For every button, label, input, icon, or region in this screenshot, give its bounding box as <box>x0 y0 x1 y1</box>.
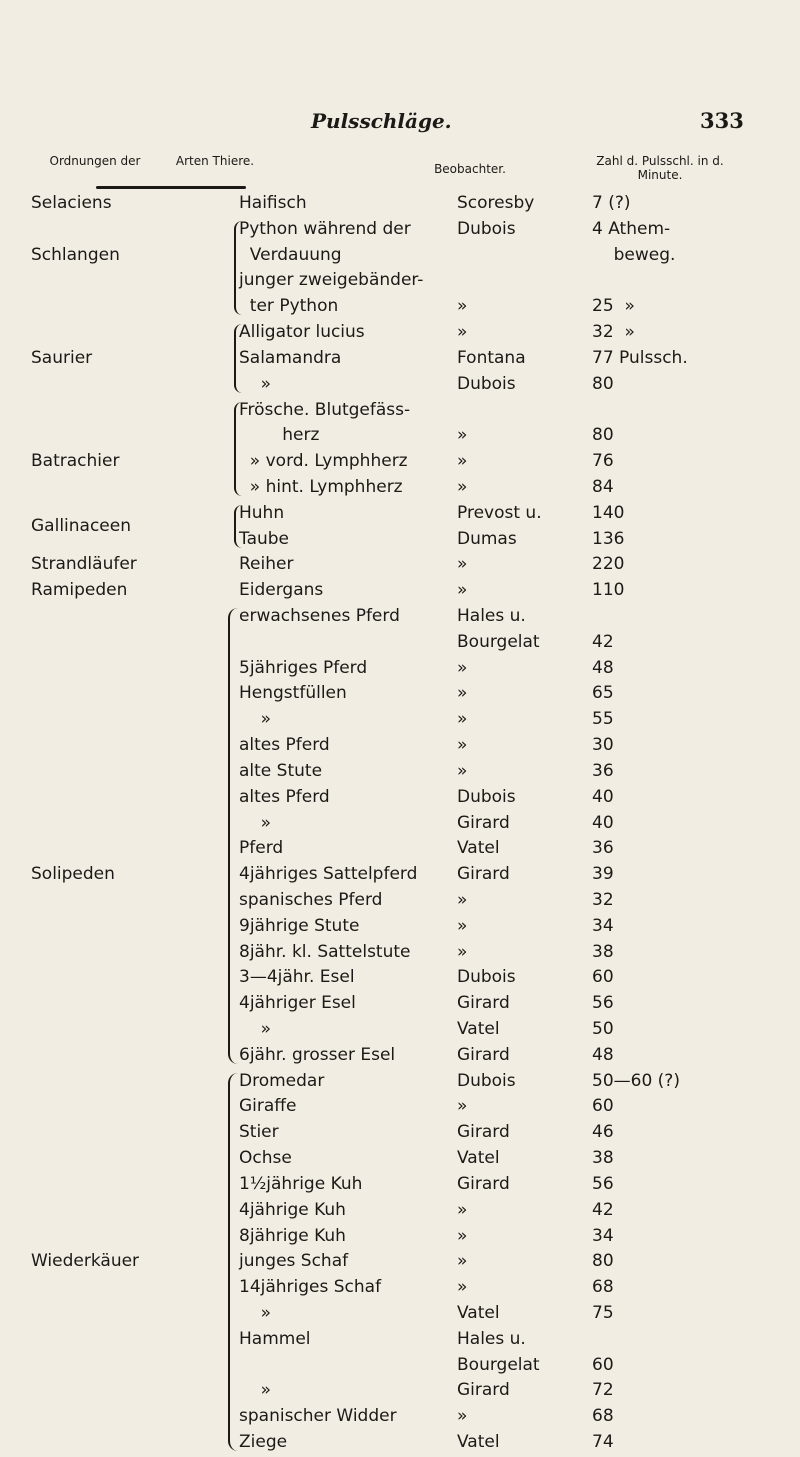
table-row <box>0 606 800 627</box>
table-row <box>0 374 800 395</box>
col-header-observer: Beobachter. <box>434 162 506 176</box>
observer-cell: » <box>457 580 468 600</box>
count-cell: 48 <box>592 658 614 678</box>
species-cell: » <box>239 1303 272 1323</box>
count-cell: 68 <box>592 1406 614 1426</box>
table-row <box>0 400 800 421</box>
running-head: Pulsschläge. <box>311 109 452 133</box>
observer-cell: » <box>457 683 468 703</box>
species-cell: Stier <box>239 1122 279 1142</box>
table-row <box>0 1277 800 1298</box>
count-cell: 74 <box>592 1432 614 1452</box>
species-cell: junger zweigebänder- <box>239 270 424 290</box>
col-header-species: Arten Thiere. <box>175 154 255 168</box>
group-label: Schlangen <box>31 245 120 265</box>
col-header-orders: Ordnungen der <box>49 154 141 168</box>
count-cell: 32 <box>592 890 614 910</box>
count-cell: 56 <box>592 993 614 1013</box>
table-row <box>0 709 800 730</box>
species-cell: » <box>239 1019 272 1039</box>
table-row <box>0 425 800 446</box>
count-cell: 65 <box>592 683 614 703</box>
table-row <box>0 967 800 988</box>
count-cell: 75 <box>592 1303 614 1323</box>
table-row <box>0 1226 800 1247</box>
table-row <box>0 451 800 472</box>
count-cell: 60 <box>592 967 614 987</box>
species-cell: altes Pferd <box>239 735 330 755</box>
count-cell: 34 <box>592 916 614 936</box>
species-cell: Alligator lucius <box>239 322 365 342</box>
observer-cell: Girard <box>457 1122 510 1142</box>
group-label: Strandläufer <box>31 554 137 574</box>
count-cell: 25 » <box>592 296 635 316</box>
table-row <box>0 942 800 963</box>
species-cell: Python während der <box>239 219 411 239</box>
group-label: Solipeden <box>31 864 115 884</box>
species-cell: altes Pferd <box>239 787 330 807</box>
observer-cell: » <box>457 1096 468 1116</box>
species-cell: Hammel <box>239 1329 311 1349</box>
count-cell: 7 (?) <box>592 193 631 213</box>
count-cell: 60 <box>592 1096 614 1116</box>
species-cell: 4jährige Kuh <box>239 1200 346 1220</box>
count-cell: 4 Athem- <box>592 219 671 239</box>
species-cell: Pferd <box>239 838 284 858</box>
observer-cell: » <box>457 1277 468 1297</box>
table-row <box>0 787 800 808</box>
table-row <box>0 1200 800 1221</box>
observer-cell: Girard <box>457 864 510 884</box>
group-label: Saurier <box>31 348 93 368</box>
table-row <box>0 503 800 524</box>
table-row <box>0 1096 800 1117</box>
species-cell: 8jährige Kuh <box>239 1226 346 1246</box>
count-cell: 68 <box>592 1277 614 1297</box>
table-row <box>0 813 800 834</box>
count-cell: 46 <box>592 1122 614 1142</box>
species-cell: Taube <box>239 529 290 549</box>
table-row <box>0 1251 800 1272</box>
count-cell: beweg. <box>592 245 676 265</box>
group-label: Ramipeden <box>31 580 128 600</box>
species-cell: » vord. Lymphherz <box>239 451 408 471</box>
count-cell: 136 <box>592 529 625 549</box>
table-row <box>0 1122 800 1143</box>
species-cell: Ochse <box>239 1148 292 1168</box>
observer-cell: Dubois <box>457 374 516 394</box>
observer-cell: » <box>457 709 468 729</box>
species-cell: Hengstfüllen <box>239 683 347 703</box>
species-cell: herz <box>239 425 320 445</box>
species-cell: 6jähr. grosser Esel <box>239 1045 396 1065</box>
count-cell: 36 <box>592 761 614 781</box>
table-row <box>0 1355 800 1376</box>
count-cell: 220 <box>592 554 625 574</box>
species-cell: Dromedar <box>239 1071 325 1091</box>
species-cell: 8jähr. kl. Sattelstute <box>239 942 411 962</box>
observer-cell: » <box>457 916 468 936</box>
table-row <box>0 322 800 343</box>
table-row <box>0 1174 800 1195</box>
species-cell: Salamandra <box>239 348 342 368</box>
observer-cell: » <box>457 477 468 497</box>
table-row <box>0 864 800 885</box>
table-row <box>0 1019 800 1040</box>
table-row <box>0 735 800 756</box>
observer-cell: Dubois <box>457 787 516 807</box>
species-cell: junges Schaf <box>239 1251 349 1271</box>
observer-cell: Vatel <box>457 1303 500 1323</box>
observer-cell: Prevost u. <box>457 503 542 523</box>
count-cell: 56 <box>592 1174 614 1194</box>
count-cell: 60 <box>592 1355 614 1375</box>
observer-cell: Dubois <box>457 967 516 987</box>
table-row <box>0 1148 800 1169</box>
table-row <box>0 683 800 704</box>
count-cell: 36 <box>592 838 614 858</box>
col-header-count: Zahl d. Pulsschl. in d. Minute. <box>596 154 724 182</box>
table-row <box>0 1406 800 1427</box>
species-cell: Frösche. Blutgefäss- <box>239 400 411 420</box>
table-row <box>0 890 800 911</box>
observer-cell: Dubois <box>457 219 516 239</box>
species-cell: Ziege <box>239 1432 288 1452</box>
count-cell: 32 » <box>592 322 635 342</box>
count-cell: 76 <box>592 451 614 471</box>
species-cell: spanisches Pferd <box>239 890 383 910</box>
species-cell: 4jähriger Esel <box>239 993 356 1013</box>
count-cell: 50—60 (?) <box>592 1071 680 1091</box>
count-cell: 48 <box>592 1045 614 1065</box>
group-label: Batrachier <box>31 451 120 471</box>
count-cell: 80 <box>592 374 614 394</box>
observer-cell: Bourgelat <box>457 632 540 652</box>
species-cell: Giraffe <box>239 1096 297 1116</box>
observer-cell: » <box>457 890 468 910</box>
species-cell: 9jährige Stute <box>239 916 360 936</box>
species-cell: 4jähriges Sattelpferd <box>239 864 418 884</box>
observer-cell: Vatel <box>457 1148 500 1168</box>
table-row <box>0 838 800 859</box>
observer-cell: Vatel <box>457 838 500 858</box>
observer-cell: Hales u. <box>457 1329 526 1349</box>
count-cell: 42 <box>592 1200 614 1220</box>
species-cell: » hint. Lymphherz <box>239 477 403 497</box>
count-cell: 42 <box>592 632 614 652</box>
count-cell: 40 <box>592 813 614 833</box>
species-cell: Verdauung <box>239 245 342 265</box>
table-row <box>0 296 800 317</box>
observer-cell: » <box>457 1251 468 1271</box>
count-cell: 110 <box>592 580 625 600</box>
species-cell: Haifisch <box>239 193 307 213</box>
observer-cell: Girard <box>457 1380 510 1400</box>
observer-cell: » <box>457 1226 468 1246</box>
table-row <box>0 1380 800 1401</box>
table-row <box>0 993 800 1014</box>
species-cell: » <box>239 813 272 833</box>
group-label: Gallinaceen <box>31 516 131 536</box>
count-cell: 84 <box>592 477 614 497</box>
observer-cell: » <box>457 1200 468 1220</box>
observer-cell: Girard <box>457 993 510 1013</box>
group-label: Wiederkäuer <box>31 1251 140 1271</box>
observer-cell: » <box>457 761 468 781</box>
species-cell: 5jähriges Pferd <box>239 658 368 678</box>
observer-cell: Girard <box>457 1045 510 1065</box>
species-cell: 14jähriges Schaf <box>239 1277 382 1297</box>
observer-cell: Bourgelat <box>457 1355 540 1375</box>
table-row <box>0 916 800 937</box>
count-cell: 50 <box>592 1019 614 1039</box>
count-cell: 55 <box>592 709 614 729</box>
table-row <box>0 219 800 240</box>
table-row <box>0 1045 800 1066</box>
count-cell: 80 <box>592 1251 614 1271</box>
observer-cell: Fontana <box>457 348 526 368</box>
count-cell: 34 <box>592 1226 614 1246</box>
count-cell: 40 <box>592 787 614 807</box>
species-cell: Reiher <box>239 554 294 574</box>
table-row <box>0 658 800 679</box>
observer-cell: » <box>457 322 468 342</box>
count-cell: 38 <box>592 942 614 962</box>
observer-cell: » <box>457 554 468 574</box>
species-cell: Eidergans <box>239 580 324 600</box>
species-cell: » <box>239 1380 272 1400</box>
species-cell: » <box>239 709 272 729</box>
species-cell: 3—4jähr. Esel <box>239 967 355 987</box>
species-cell: » <box>239 374 272 394</box>
species-cell: Huhn <box>239 503 285 523</box>
table-row <box>0 761 800 782</box>
table-row <box>0 1071 800 1092</box>
observer-cell: Hales u. <box>457 606 526 626</box>
table-row <box>0 554 800 575</box>
page-number: 333 <box>700 108 744 133</box>
observer-cell: Dubois <box>457 1071 516 1091</box>
observer-cell: » <box>457 1406 468 1426</box>
table-row <box>0 1329 800 1350</box>
species-cell: alte Stute <box>239 761 323 781</box>
observer-cell: » <box>457 735 468 755</box>
count-cell: 72 <box>592 1380 614 1400</box>
count-cell: 39 <box>592 864 614 884</box>
observer-cell: Vatel <box>457 1432 500 1452</box>
species-cell: erwachsenes Pferd <box>239 606 400 626</box>
table-row <box>0 1432 800 1453</box>
count-cell: 140 <box>592 503 625 523</box>
table-row <box>0 348 800 369</box>
table-row <box>0 632 800 653</box>
observer-cell: Girard <box>457 1174 510 1194</box>
table-row <box>0 1303 800 1324</box>
count-cell: 30 <box>592 735 614 755</box>
count-cell: 77 Pulssch. <box>592 348 688 368</box>
table-row <box>0 580 800 601</box>
table-row <box>0 245 800 266</box>
observer-cell: Dumas <box>457 529 517 549</box>
observer-cell: Scoresby <box>457 193 535 213</box>
observer-cell: » <box>457 658 468 678</box>
observer-cell: » <box>457 296 468 316</box>
table-row <box>0 477 800 498</box>
observer-cell: Vatel <box>457 1019 500 1039</box>
observer-cell: » <box>457 425 468 445</box>
observer-cell: » <box>457 451 468 471</box>
group-label: Selaciens <box>31 193 112 213</box>
count-cell: 38 <box>592 1148 614 1168</box>
species-cell: ter Python <box>239 296 339 316</box>
observer-cell: » <box>457 942 468 962</box>
header-rule <box>96 186 246 189</box>
table-row <box>0 529 800 550</box>
count-cell: 80 <box>592 425 614 445</box>
table-row <box>0 193 800 214</box>
species-cell: 1½jährige Kuh <box>239 1174 363 1194</box>
species-cell: spanischer Widder <box>239 1406 397 1426</box>
observer-cell: Girard <box>457 813 510 833</box>
table-row <box>0 270 800 291</box>
